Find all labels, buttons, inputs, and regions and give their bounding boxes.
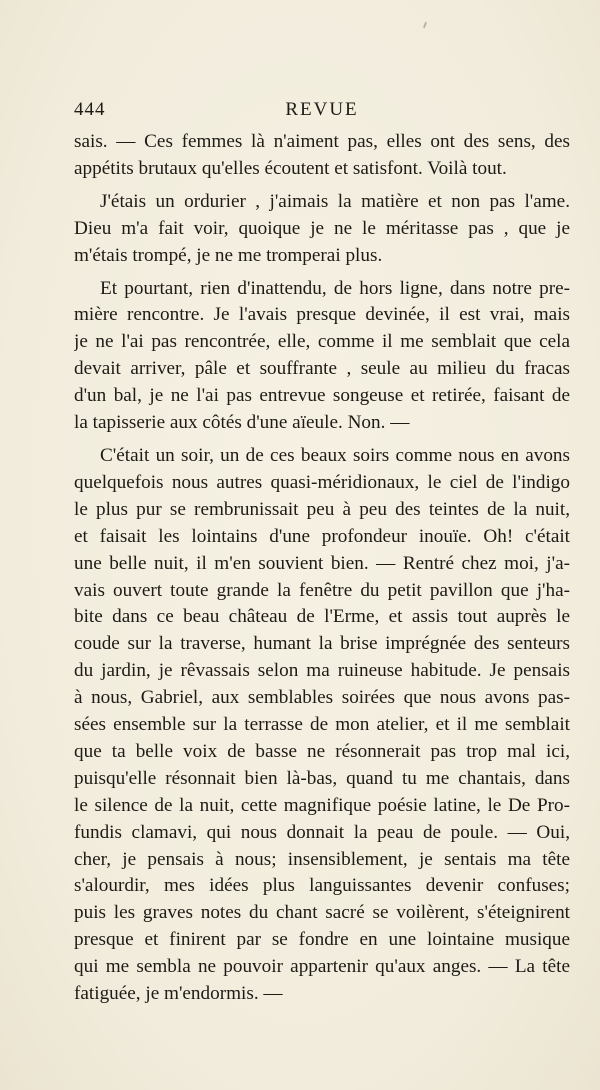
text-line: à nous, Gabriel, aux semblables soirées que nous avons pas- xyxy=(74,687,570,709)
text-line: puisqu'elle résonnait bien là-bas, quand tu me chantais, dans xyxy=(74,767,570,789)
text-line: fatiguée, je m'endormis. — xyxy=(74,983,283,1005)
text-line: puis les graves notes du chant sacré se voilèrent, s'éteignirent xyxy=(74,902,570,924)
text-line: je ne l'ai pas rencontrée, elle, comme il me semblait que cela xyxy=(74,331,570,353)
text-line: fundis clamavi, qui nous donnait la peau de poule. — Oui, xyxy=(74,821,570,843)
paragraph xyxy=(74,443,570,1008)
text-line: sais. — Ces femmes là n'aiment pas, elles ont des sens, des xyxy=(74,131,570,152)
body-text xyxy=(74,129,570,1008)
text-line: cher, je pensais à nous; insensiblement, je sentais ma tête xyxy=(74,848,570,870)
text-line: appétits brutaux qu'elles écoutent et satisfont. Voilà tout. xyxy=(74,157,507,179)
text-line: d'un bal, je ne l'ai pas entrevue songeuse et retirée, faisant de xyxy=(74,385,570,407)
text-line: Et pourtant, rien d'inattendu, de hors ligne, dans notre pre- xyxy=(100,277,570,299)
text-line: m'étais trompé, je ne me tromperai plus. xyxy=(74,244,383,266)
text-line: du jardin, je rêvassais selon ma ruineuse habitude. Je pensais xyxy=(74,660,570,682)
text-line: la tapisserie aux côtés d'une aïeule. Non. — xyxy=(74,412,410,434)
running-head: REVUE xyxy=(285,99,359,120)
paragraph xyxy=(74,189,570,270)
text-line: Dieu m'a fait voir, quoique je ne le méritasse pas , que je xyxy=(74,217,570,239)
text-line: vais ouvert toute grande la fenêtre du petit pavillon que j'ha- xyxy=(74,579,570,601)
text-line: et faisait les lointains d'une profondeur inouïe. Oh! c'était xyxy=(74,525,570,547)
page-number: 444 xyxy=(74,99,106,120)
text-line: sées ensemble sur la terrasse de mon atelier, et il me semblait xyxy=(74,714,570,736)
text-line: devait arriver, pâle et souffrante , seule au milieu du fracas xyxy=(74,358,570,380)
text-line: que ta belle voix de basse ne résonnerait pas trop mal ici, xyxy=(74,740,570,762)
text-line: presque et finirent par se fondre en une lointaine musique xyxy=(74,929,570,951)
text-line: J'étais un ordurier , j'aimais la matière et non pas l'ame. xyxy=(100,190,570,212)
paper-speck xyxy=(423,22,427,28)
text-line: le silence de la nuit, cette magnifique poésie latine, le De Pro- xyxy=(74,794,570,816)
text-line: s'alourdir, mes idées plus languissantes devenir confuses; xyxy=(74,875,570,897)
text-line: quelquefois nous autres quasi-méridionaux, le ciel de l'indigo xyxy=(74,471,570,493)
paragraph xyxy=(74,276,570,437)
text-line: coude sur la traverse, humant la brise imprégnée des senteurs xyxy=(74,633,570,655)
text-line: mière rencontre. Je l'avais presque devinée, il est vrai, mais xyxy=(74,304,570,326)
page-header xyxy=(74,99,570,123)
text-line: le plus pur se rembrunissait peu à peu des teintes de la nuit, xyxy=(74,498,570,520)
text-line: une belle nuit, il m'en souvient bien. — Rentré chez moi, j'a- xyxy=(74,552,570,574)
paragraph xyxy=(74,129,570,183)
text-line: bite dans ce beau château de l'Erme, et assis tout auprès le xyxy=(74,606,570,628)
text-line: C'était un soir, un de ces beaux soirs comme nous en avons xyxy=(100,444,570,466)
text-line: qui me sembla ne pouvoir appartenir qu'aux anges. — La tête xyxy=(74,956,570,978)
